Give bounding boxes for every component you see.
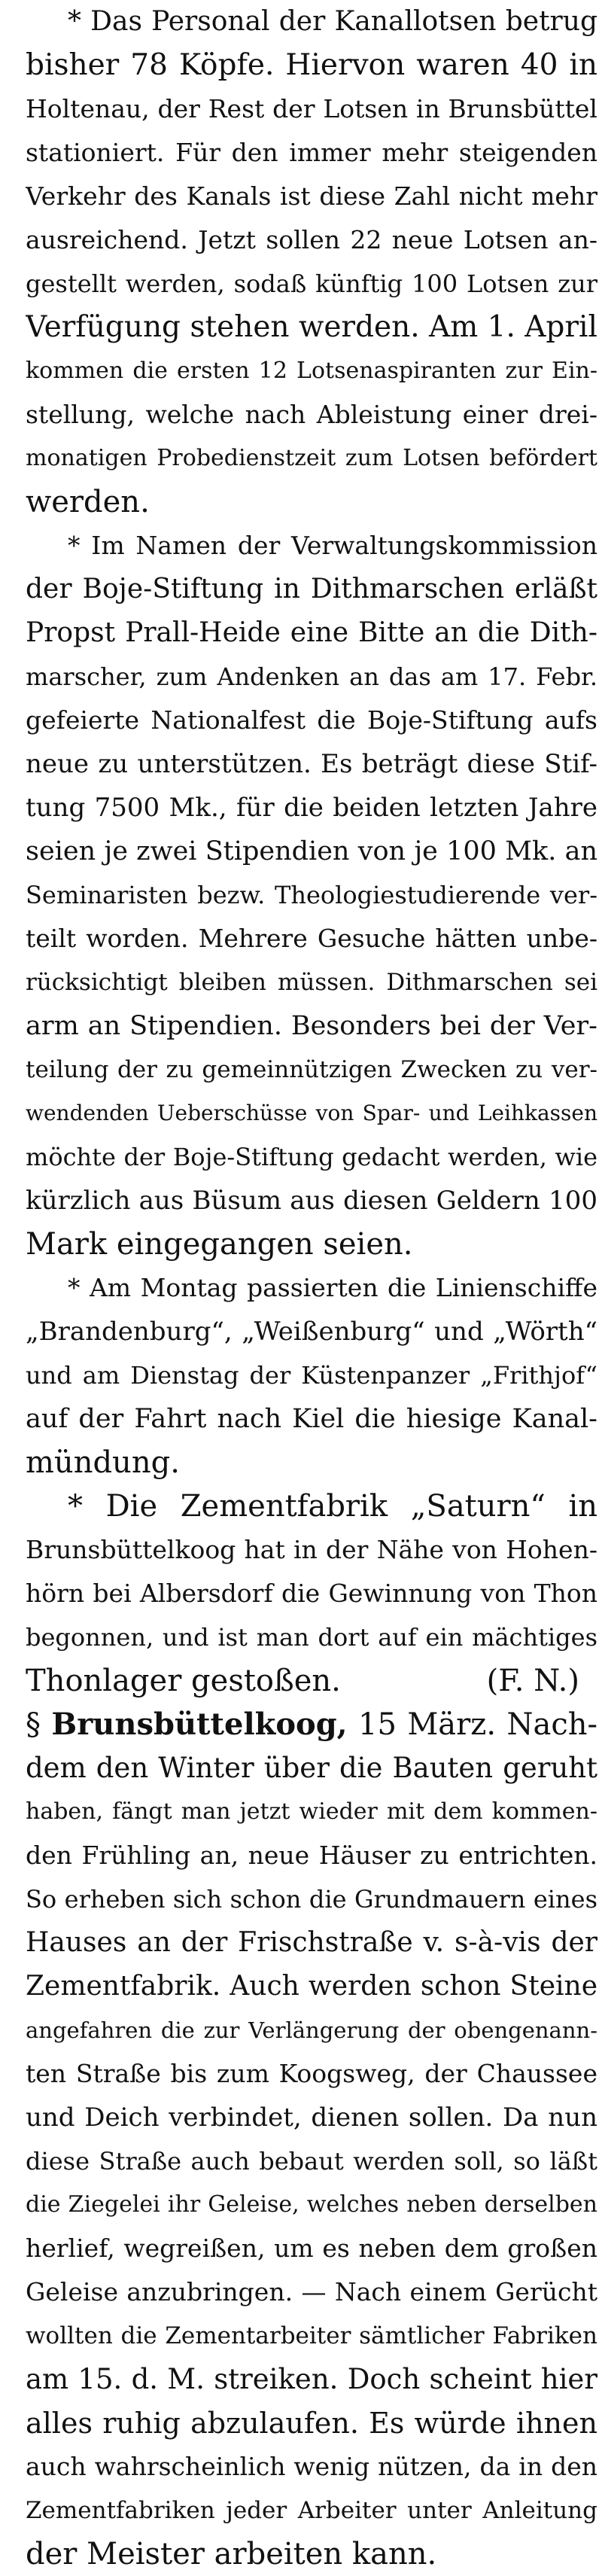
text-line: Verfügung stehen werden. Am 1. April bbox=[26, 310, 597, 344]
text-line: neue zu unterstützen. Es beträgt diese Stif- bbox=[26, 749, 597, 779]
text-line: * Am Montag passierten die Linienschiffe bbox=[68, 1273, 597, 1302]
text-line: marscher, zum Andenken an das am 17. Febr. bbox=[26, 662, 597, 691]
source-credit: (F. N.) bbox=[486, 1664, 579, 1698]
text-line: kürzlich aus Büsum aus diesen Geldern 100 bbox=[26, 1186, 597, 1216]
text-line: wendenden Ueberschüsse von Spar- und Leihkassen bbox=[26, 1101, 597, 1125]
text-line: rücksichtigt bleiben müssen. Dithmarschen sei bbox=[26, 969, 597, 996]
text-line: und am Dienstag der Küstenpanzer „Frithjof“ bbox=[26, 1361, 597, 1390]
text-line: Zementfabrik. Auch werden schon Steine bbox=[26, 1971, 597, 2002]
text-line: alles ruhig abzulaufen. Es würde ihnen bbox=[26, 2407, 597, 2440]
text-line: gestellt werden, sodaß künftig 100 Lotsen zur bbox=[26, 269, 597, 298]
text-line: Geleise anzubringen. — Nach einem Gerücht bbox=[26, 2277, 597, 2307]
text-line: und Deich verbindet, dienen sollen. Da nun bbox=[26, 2103, 597, 2133]
text-line: herlief, wegreißen, um es neben dem großen bbox=[26, 2233, 597, 2263]
text-line-content: Thonlager gestoßen. bbox=[26, 1664, 341, 1698]
text-line: die Ziegelei ihr Geleise, welches neben derselben bbox=[26, 2191, 597, 2218]
paragraph-warships bbox=[26, 1266, 597, 1484]
text-line: mündung. bbox=[26, 1445, 180, 1480]
text-line: * Die Zementfabrik „Saturn“ in bbox=[68, 1489, 597, 1524]
dateline-date: 15 März. Nach- bbox=[358, 1707, 597, 1742]
dateline-place: Brunsbüttelkoog, bbox=[51, 1707, 348, 1742]
text-line bbox=[26, 1659, 597, 1703]
text-line: So erheben sich schon die Grundmauern eines bbox=[26, 1885, 597, 1914]
text-line: ten Straße bis zum Koogsweg, der Chaussee bbox=[26, 2059, 597, 2088]
text-line: der Meister arbeiten kann. bbox=[26, 2537, 437, 2571]
text-line: kommen die ersten 12 Lotsenaspiranten zur Ein- bbox=[26, 358, 597, 384]
text-line: gefeierte Nationalfest die Boje-Stiftung aufs bbox=[26, 705, 597, 735]
text-line: dem den Winter über die Bauten geruht bbox=[26, 1752, 597, 1784]
paragraph-canal-pilots bbox=[26, 0, 597, 524]
text-line: der Boje-Stiftung in Dithmarschen erläßt bbox=[26, 574, 597, 604]
text-line: Hauses an der Frischstraße v. s-à-vis der bbox=[26, 1927, 597, 1958]
newspaper-column bbox=[26, 0, 597, 2576]
text-line: begonnen, und ist man dort auf ein mächtiges bbox=[26, 1623, 597, 1652]
text-line: den Frühling an, neue Häuser zu entrichten. bbox=[26, 1841, 597, 1870]
text-line: Mark eingegangen seien. bbox=[26, 1227, 413, 1262]
text-line: Seminaristen bezw. Theologiestudierende ver- bbox=[26, 881, 597, 909]
section-mark: § bbox=[26, 1707, 41, 1742]
text-line: seien je zwei Stipendien von je 100 Mk. an bbox=[26, 836, 597, 866]
text-line: auf der Fahrt nach Kiel die hiesige Kanal- bbox=[26, 1404, 597, 1434]
dateline bbox=[26, 1703, 597, 1746]
text-line: auch wahrscheinlich wenig nützen, da in den bbox=[26, 2452, 597, 2481]
text-line: stationiert. Für den immer mehr steigenden bbox=[26, 138, 597, 167]
text-line: bisher 78 Köpfe. Hiervon waren 40 in bbox=[26, 48, 597, 82]
text-line: Zementfabriken jeder Arbeiter unter Anleitung bbox=[26, 2497, 597, 2524]
text-line: hörn bei Albersdorf die Gewinnung von Thon bbox=[26, 1579, 597, 1608]
text-line: tung 7500 Mk., für die beiden letzten Jahre bbox=[26, 793, 597, 823]
text-line: diese Straße auch bebaut werden soll, so läßt bbox=[26, 2147, 597, 2176]
text-line: stellung, welche nach Ableistung einer drei- bbox=[26, 400, 597, 429]
paragraph-cement-factory bbox=[26, 1484, 597, 1703]
text-line: möchte der Boje-Stiftung gedacht werden, wie bbox=[26, 1143, 597, 1171]
text-line: teilt worden. Mehrere Gesuche hätten unbe- bbox=[26, 924, 597, 953]
text-line: „Brandenburg“, „Weißenburg“ und „Wörth“ bbox=[26, 1317, 597, 1347]
text-line: wollten die Zementarbeiter sämtlicher Fabriken bbox=[26, 2322, 597, 2349]
text-line: * Das Personal der Kanallotsen betrug bbox=[68, 6, 597, 37]
text-line: Verkehr des Kanals ist diese Zahl nicht mehr bbox=[26, 181, 597, 211]
text-line: am 15. d. M. streiken. Doch scheint hier bbox=[26, 2363, 597, 2395]
text-line: werden. bbox=[26, 485, 150, 519]
text-line: teilung der zu gemeinnützigen Zwecken zu ver- bbox=[26, 1056, 597, 1083]
paragraph-boje-foundation bbox=[26, 524, 597, 1266]
text-line: Brunsbüttelkoog hat in der Nähe von Hohen- bbox=[26, 1535, 597, 1564]
text-line: Propst Prall-Heide eine Bitte an die Dith- bbox=[26, 617, 597, 648]
text-line: haben, fängt man jetzt wieder mit dem kommen- bbox=[26, 1798, 597, 1825]
text-line: arm an Stipendien. Besonders bei der Ver- bbox=[26, 1011, 597, 1041]
paragraph-brunsbuettelkoog-report bbox=[26, 1703, 597, 2576]
text-line: * Im Namen der Verwaltungskommission bbox=[68, 531, 597, 560]
text-line: ausreichend. Jetzt sollen 22 neue Lotsen an- bbox=[26, 225, 597, 254]
text-line: monatigen Probedienstzeit zum Lotsen befördert bbox=[26, 445, 597, 471]
text-line: angefahren die zur Verlängerung der obengenann- bbox=[26, 2017, 597, 2043]
text-line: Holtenau, der Rest der Lotsen in Brunsbüttel bbox=[26, 94, 597, 123]
